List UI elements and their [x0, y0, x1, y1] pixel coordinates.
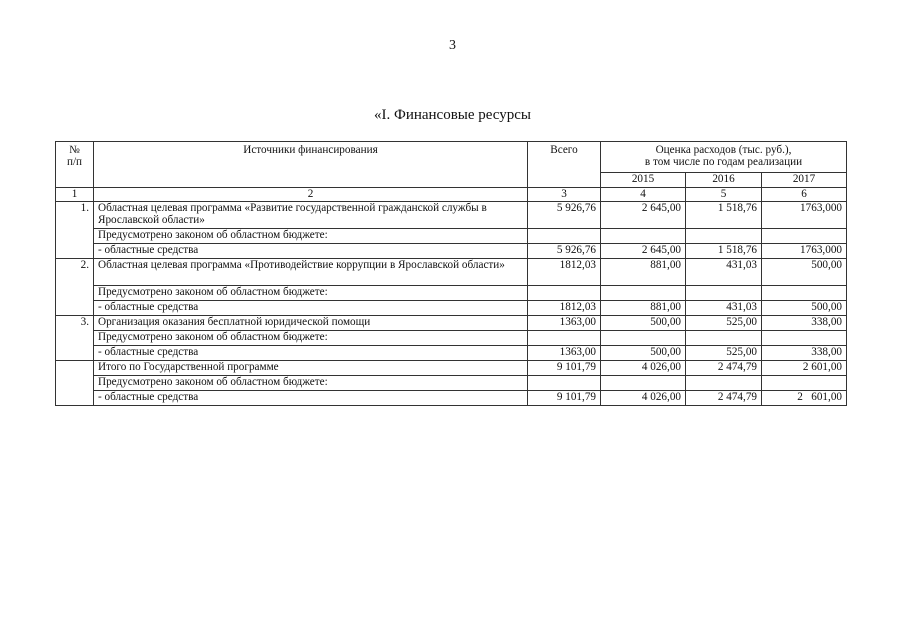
row-total: 9 101,79: [528, 361, 601, 376]
row-2017: 1763,000: [762, 244, 847, 259]
row-2015: 2 645,00: [601, 244, 686, 259]
table-row: [56, 331, 847, 346]
header-year-2017: 2017: [762, 173, 847, 188]
index-cell: 5: [686, 188, 762, 202]
row-total: 1812,03: [528, 301, 601, 316]
row-2017: 500,00: [762, 301, 847, 316]
row-name: - областные средства: [94, 391, 528, 406]
row-name: - областные средства: [94, 346, 528, 361]
index-cell: 3: [528, 188, 601, 202]
table-row: [56, 259, 847, 286]
row-2016: 525,00: [686, 316, 762, 331]
row-name: Итого по Государственной программе: [94, 361, 528, 376]
row-name: - областные средства: [94, 301, 528, 316]
row-name: Организация оказания бесплатной юридической помощи: [94, 316, 528, 331]
table-row: [56, 244, 847, 259]
header-source: Источники финансирования: [94, 142, 528, 188]
row-total: 5 926,76: [528, 202, 601, 229]
row-num: 3.: [56, 316, 94, 331]
row-2017: 1763,000: [762, 202, 847, 229]
row-total: 1363,00: [528, 346, 601, 361]
page-number: 3: [449, 38, 456, 53]
row-2015: 4 026,00: [601, 361, 686, 376]
header-year-2015: 2015: [601, 173, 686, 188]
row-2017: 2 601,00: [762, 361, 847, 376]
row-2016: 2 474,79: [686, 391, 762, 406]
row-2015: 4 026,00: [601, 391, 686, 406]
row-name: Предусмотрено законом об областном бюджете:: [94, 286, 528, 301]
row-total: 1363,00: [528, 316, 601, 331]
row-2017: 338,00: [762, 346, 847, 361]
row-name: Областная целевая программа «Развитие государственной гражданской службы в Ярославской области»: [94, 202, 528, 229]
financial-resources-table: [55, 141, 847, 406]
row-total: 5 926,76: [528, 244, 601, 259]
row-2015: 2 645,00: [601, 202, 686, 229]
index-cell: 6: [762, 188, 847, 202]
row-2016: 431,03: [686, 301, 762, 316]
section-title: «I. Финансовые ресурсы: [373, 107, 532, 123]
header-num: № п/п: [56, 142, 94, 188]
row-2017: 338,00: [762, 316, 847, 331]
table-row: [56, 361, 847, 376]
index-row: [56, 188, 847, 202]
header-estimate: Оценка расходов (тыс. руб.), в том числе по годам реализации: [601, 142, 847, 173]
table-row: [56, 316, 847, 331]
row-num: 2.: [56, 259, 94, 286]
table-row: [56, 229, 847, 244]
row-name: Предусмотрено законом об областном бюджете:: [94, 376, 528, 391]
index-cell: 1: [56, 188, 94, 202]
header-row: [56, 142, 847, 159]
row-name: Областная целевая программа «Противодействие коррупции в Ярославской области»: [94, 259, 528, 286]
row-total: 1812,03: [528, 259, 601, 286]
row-2015: 881,00: [601, 301, 686, 316]
row-2016: 2 474,79: [686, 361, 762, 376]
table-row: [56, 391, 847, 406]
table-row: [56, 301, 847, 316]
row-2016: 525,00: [686, 346, 762, 361]
row-num: 1.: [56, 202, 94, 229]
table-row: [56, 202, 847, 229]
row-2016: 1 518,76: [686, 244, 762, 259]
index-cell: 4: [601, 188, 686, 202]
index-cell: 2: [94, 188, 528, 202]
row-total: 9 101,79: [528, 391, 601, 406]
table-row: [56, 286, 847, 301]
row-name: - областные средства: [94, 244, 528, 259]
header-total: Всего: [528, 142, 601, 188]
row-2015: 500,00: [601, 346, 686, 361]
row-2016: 431,03: [686, 259, 762, 286]
table-row: [56, 376, 847, 391]
row-2017: 500,00: [762, 259, 847, 286]
header-year-2016: 2016: [686, 173, 762, 188]
row-2015: 500,00: [601, 316, 686, 331]
row-name: Предусмотрено законом об областном бюджете:: [94, 331, 528, 346]
row-name: Предусмотрено законом об областном бюджете:: [94, 229, 528, 244]
row-2016: 1 518,76: [686, 202, 762, 229]
row-2017: 2 601,00: [762, 391, 847, 406]
table-row: [56, 346, 847, 361]
row-2015: 881,00: [601, 259, 686, 286]
